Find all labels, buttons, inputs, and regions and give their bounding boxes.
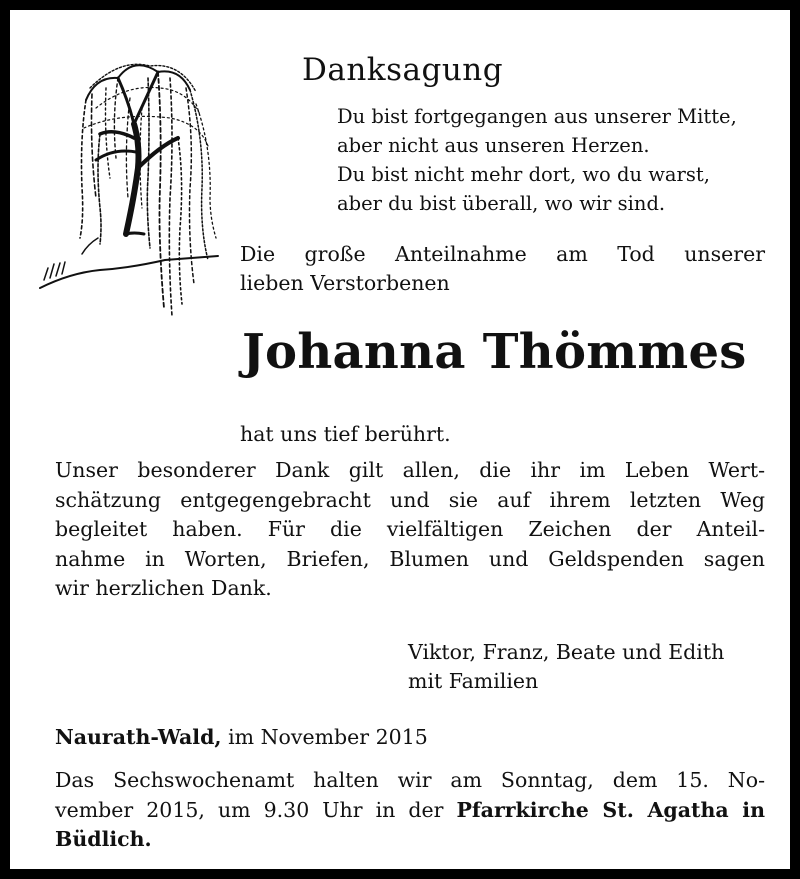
signers [408, 638, 724, 696]
thanks-line: begleitet haben. Für die vielfältigen Zeichen der Anteil- [55, 517, 765, 541]
touched-text: hat uns tief berührt. [240, 422, 451, 446]
date: im November 2015 [228, 725, 428, 749]
thanks-line: Unser besonderer Dank gilt allen, die ihr im Leben Wert- [55, 458, 765, 482]
weeping-willow-icon [30, 48, 230, 328]
poem-line: Du bist nicht mehr dort, wo du warst, [337, 163, 710, 186]
place-date [55, 723, 428, 752]
poem-line: aber nicht aus unseren Herzen. [337, 134, 650, 157]
service-line: Das Sechswochenamt halten wir am Sonntag, dem 15. No- [55, 768, 765, 792]
service-line [55, 796, 765, 826]
signer-line: Viktor, Franz, Beate und Edith [408, 640, 725, 664]
church-name: Pfarrkirche St. Agatha in [456, 797, 765, 822]
service-line [55, 825, 765, 855]
memorial-poem [337, 102, 737, 218]
poem-line: aber du bist überall, wo wir sind. [337, 192, 666, 215]
deceased-name: Johanna Thömmes [242, 324, 747, 380]
place: Naurath-Wald, [55, 725, 222, 749]
service-info [55, 766, 765, 855]
notice-heading: Danksagung [302, 52, 504, 88]
thanks-line: nahme in Worten, Briefen, Blumen und Geldspenden sagen [55, 546, 765, 571]
intro-text [240, 240, 765, 298]
thanks-paragraph [55, 456, 765, 604]
poem-line: Du bist fortgegangen aus unserer Mitte, [337, 105, 737, 128]
intro-line: lieben Verstorbenen [240, 271, 450, 295]
church-location: Büdlich. [55, 827, 152, 851]
service-text: vember 2015, um 9.30 Uhr in der [55, 797, 457, 822]
thanks-line: schätzung entgegengebracht und sie auf ihrem letzten Weg [55, 487, 765, 512]
signer-line: mit Familien [408, 669, 539, 693]
intro-line: Die große Anteilnahme am Tod unserer [240, 242, 765, 266]
thanks-line: wir herzlichen Dank. [55, 576, 272, 600]
